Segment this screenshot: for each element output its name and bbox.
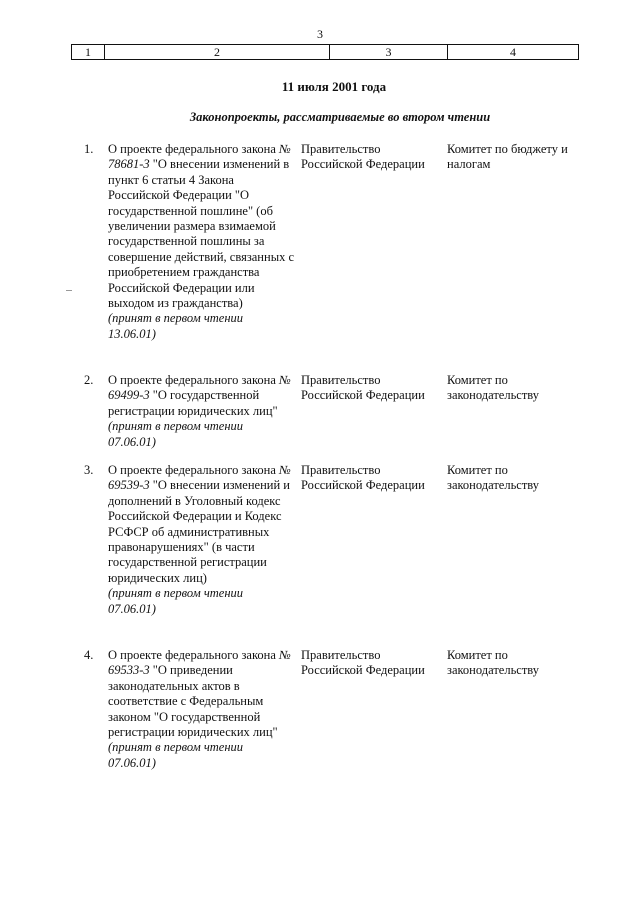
bill-number: № 69533-3 bbox=[108, 648, 291, 678]
item-number: 3. bbox=[84, 463, 94, 477]
column-number-2: 2 bbox=[105, 45, 330, 60]
bill-number: № 69539-3 bbox=[108, 463, 291, 493]
item-author: Правительство Российской Федерации bbox=[301, 142, 425, 172]
bill-number: № 78681-3 bbox=[108, 142, 291, 172]
item-committee: Комитет по бюджету и налогам bbox=[447, 142, 568, 172]
column-number-4: 4 bbox=[448, 45, 579, 60]
item-description-start: О проекте федерального закона bbox=[108, 373, 276, 387]
margin-mark bbox=[66, 290, 72, 291]
item-description bbox=[108, 142, 294, 342]
item-committee: Комитет по законодательству bbox=[447, 373, 540, 403]
item-description-start: О проекте федерального закона bbox=[108, 142, 276, 156]
item-number: 4. bbox=[84, 648, 94, 662]
reading-status: (принят в первом чтении 13.06.01) bbox=[108, 311, 244, 341]
item-description-text: "О государственной регистрации юридических лиц" bbox=[108, 388, 278, 418]
reading-status: (принят в первом чтении 07.06.01) bbox=[108, 740, 244, 770]
item-description-text: "О внесении изменений в пункт 6 статьи 4 Закона Российской Федерации "О государственной пошлине" (об увеличении размера взимаемой государственной пошлины за совершение действий, связанных с приобретением гражданства Российской Федерации или выходом из гражданства) bbox=[108, 157, 295, 311]
item-number: 1. bbox=[84, 142, 94, 156]
item-description bbox=[108, 648, 294, 771]
item-author: Правительство Российской Федерации bbox=[301, 463, 425, 493]
item-author: Правительство Российской Федерации bbox=[301, 648, 425, 678]
item-committee: Комитет по законодательству bbox=[447, 463, 540, 493]
reading-status: (принят в первом чтении 07.06.01) bbox=[108, 419, 244, 449]
column-number-3: 3 bbox=[330, 45, 448, 60]
column-number-1: 1 bbox=[72, 45, 105, 60]
date-heading: 11 июля 2001 года bbox=[281, 79, 387, 94]
item-description bbox=[108, 463, 294, 617]
item-description-start: О проекте федерального закона bbox=[108, 648, 276, 662]
item-author: Правительство Российской Федерации bbox=[301, 373, 425, 403]
item-committee: Комитет по законодательству bbox=[447, 648, 540, 678]
section-heading: Законопроекты, рассматриваемые во втором чтении bbox=[189, 110, 491, 124]
item-description-text: "О внесении изменений и дополнений в Уголовный кодекс Российской Федерации и Кодекс РСФСР об административных правонарушениях" (в части государственной регистрации юридических лиц) bbox=[108, 478, 290, 585]
item-number: 2. bbox=[84, 373, 94, 387]
page-number: 3 bbox=[317, 27, 323, 41]
item-description-start: О проекте федерального закона bbox=[108, 463, 276, 477]
reading-status: (принят в первом чтении 07.06.01) bbox=[108, 586, 244, 616]
item-description-text: "О приведении законодательных актов в соответствие с Федеральным законом "О государственной регистрации юридических лиц" bbox=[108, 663, 278, 740]
column-number-header bbox=[71, 44, 579, 60]
bill-number: № 69499-3 bbox=[108, 373, 291, 403]
item-description bbox=[108, 373, 294, 450]
